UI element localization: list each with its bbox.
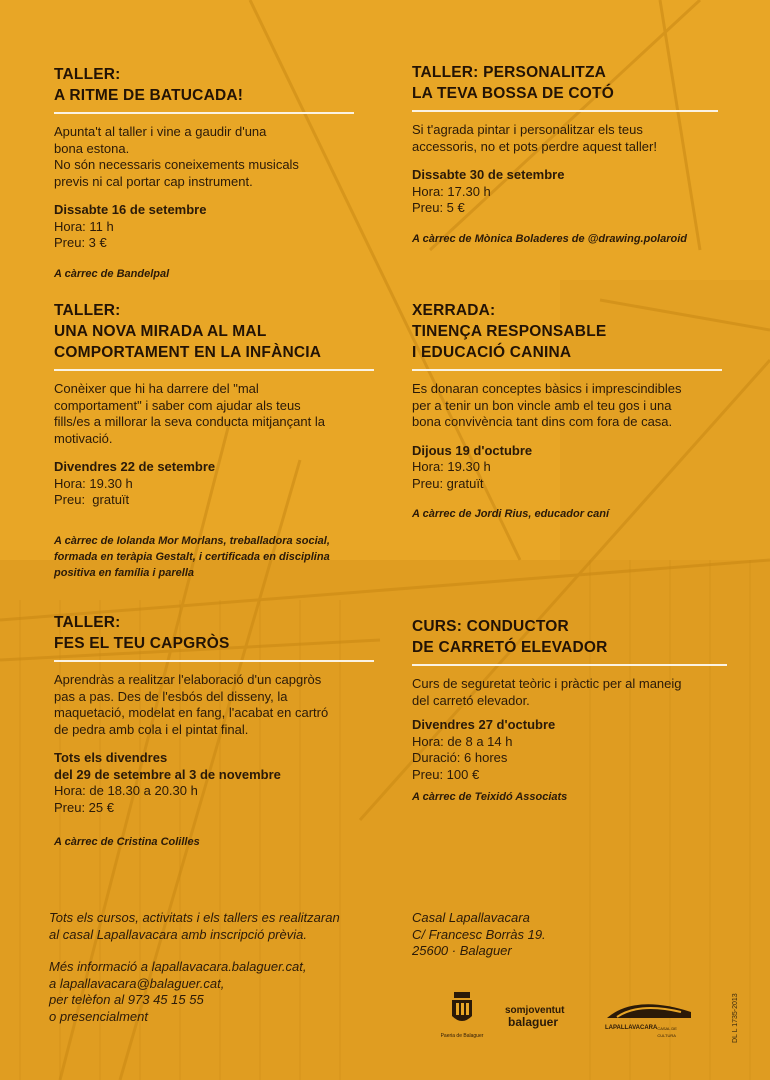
event-title: TALLER: UNA NOVA MIRADA AL MAL COMPORTAMENT EN LA INFÀNCIA <box>54 300 374 363</box>
event-description: Es donaran conceptes bàsics i imprescindibles per a tenir un bon vincle amb el teu gos i una bona convivència tant dins com fora de casa. <box>412 381 682 429</box>
event-date: Dijous 19 d'octubre <box>412 442 533 458</box>
somjoventut-logo: somjoventut balaguer <box>505 1005 565 1029</box>
event-kind: TALLER: <box>412 64 479 81</box>
event-title: CURS: CONDUCTOR DE CARRETÓ ELEVADOR <box>412 618 608 656</box>
event-date: Dissabte 30 de setembre <box>412 167 565 182</box>
event-title: TALLER: FES EL TEU CAPGRÒS <box>54 612 374 654</box>
coat-of-arms-icon <box>449 990 475 1028</box>
event-card-capgros <box>54 612 374 850</box>
event-card-mal-comportament <box>54 300 374 581</box>
event-credit: A càrrec de Bandelpal <box>54 267 170 280</box>
title-underline <box>412 369 722 371</box>
event-price: Preu: 100 € <box>412 766 480 782</box>
event-date: Divendres 22 de setembre <box>54 459 216 474</box>
event-credit: A càrrec de Cristina Colilles <box>54 836 200 848</box>
event-description: Si t'agrada pintar i personalitzar els teus accessoris, no et pots perdre aquest taller! <box>412 122 657 154</box>
title-underline <box>54 112 354 114</box>
event-price: Preu: 3 € <box>54 235 107 250</box>
event-description: Curs de seguretat teòric i pràctic per al maneig del carretó elevador. <box>412 676 682 708</box>
event-time: Hora: 19.30 h <box>54 475 133 491</box>
event-kind: TALLER: <box>54 302 121 319</box>
event-time: Hora: 11 h <box>54 218 114 234</box>
title-underline <box>412 110 718 112</box>
event-price: Preu: 25 € <box>54 799 114 815</box>
event-date: Dissabte 16 de setembre <box>54 202 207 217</box>
event-credit: A càrrec de Jordi Rius, educador caní <box>412 508 610 520</box>
event-card-bossa-coto <box>412 62 718 247</box>
title-underline <box>412 664 727 666</box>
event-kind: TALLER: <box>54 66 121 83</box>
legal-deposit: DL L 1735-2013 <box>732 993 739 1043</box>
event-credit: A càrrec de Iolanda Mor Morlans, treballadora social, formada en teràpia Gestalt, i certificada en disciplina positiva en família i parella <box>54 534 330 579</box>
event-duration: Duració: 6 hores <box>412 750 508 765</box>
event-time: Hora: de 8 a 14 h <box>412 733 513 749</box>
event-title: TALLER: PERSONALITZA LA TEVA BOSSA DE COTÓ <box>412 64 614 102</box>
event-description: Apunta't al taller i vine a gaudir d'una bona estona. No són necessaris coneixements musicals previs ni cal portar cap instrument. <box>54 124 299 189</box>
event-title: XERRADA: TINENÇA RESPONSABLE I EDUCACIÓ CANINA <box>412 300 722 363</box>
event-time: Hora: de 18.30 a 20.30 h <box>54 783 198 798</box>
event-price: Preu: gratuït <box>412 475 484 491</box>
event-date: Tots els divendres del 29 de setembre al 3 de novembre <box>54 750 281 782</box>
event-time: Hora: 19.30 h <box>412 459 491 474</box>
paeria-balaguer-logo: Paeria de Balaguer <box>440 990 484 1039</box>
event-kind: TALLER: <box>54 614 121 631</box>
footer-address: Casal Lapallavacara C/ Francesc Borràs 19. 25600 · Balaguer <box>412 910 546 958</box>
footer-info: Tots els cursos, activitats i els tallers es realitzaran al casal Lapallavacara amb inscripció prèvia. Més informació a lapallavacara.balaguer.cat, a lapallavacara@balaguer.cat, per telèfon al 973 45 15 55 o presencialment <box>49 910 340 1024</box>
event-card-carreto-elevador <box>412 616 727 805</box>
event-credit: A càrrec de Teixidó Associats <box>412 791 568 803</box>
title-underline <box>54 369 374 371</box>
event-credit: A càrrec de Mònica Boladeres de @drawing.polaroid <box>412 232 687 245</box>
event-description: Aprendràs a realitzar l'elaboració d'un capgròs pas a pas. Des de l'esbós del disseny, la maquetació, modelat en fang, l'acabat en cartró de pedra amb cola i el pintat final. <box>54 672 329 737</box>
lapallavacara-logo: LAPALLAVACARA CASAL DE CULTURA <box>605 998 695 1039</box>
event-kind: CURS: <box>412 618 463 635</box>
event-date: Divendres 27 d'octubre <box>412 717 556 732</box>
event-price: Preu: gratuït <box>54 492 130 507</box>
event-price: Preu: 5 € <box>412 200 465 215</box>
event-kind: XERRADA: <box>412 302 496 319</box>
event-title: TALLER: A RITME DE BATUCADA! <box>54 64 354 106</box>
event-time: Hora: 17.30 h <box>412 183 491 199</box>
building-roof-icon <box>605 998 693 1020</box>
title-underline <box>54 660 374 662</box>
event-description: Conèixer que hi ha darrere del "mal comportament" i saber com ajudar als teus fills/es a millorar la seva conducta mitjançant la motivació. <box>54 381 325 446</box>
event-card-tinenca-canina <box>412 300 722 522</box>
event-card-batucada <box>54 64 354 282</box>
